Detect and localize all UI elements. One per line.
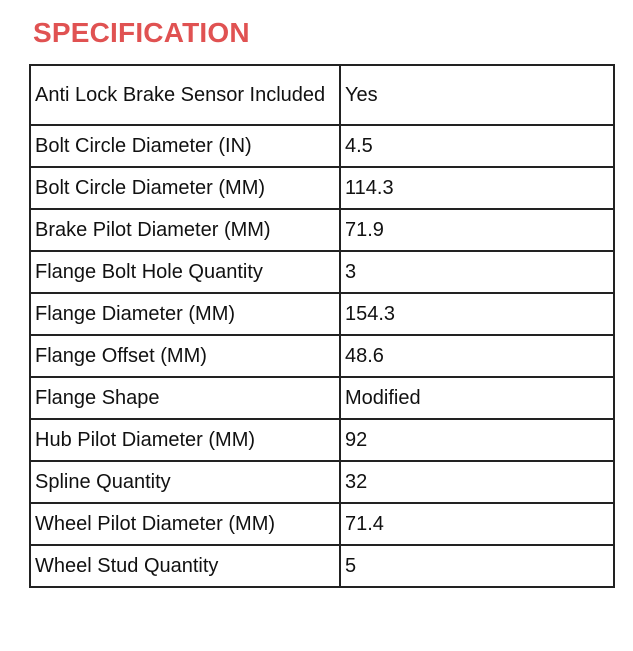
- spec-label: Wheel Pilot Diameter (MM): [30, 503, 340, 545]
- spec-label: Flange Shape: [30, 377, 340, 419]
- spec-value: 3: [340, 251, 614, 293]
- spec-label: Anti Lock Brake Sensor Included: [30, 65, 340, 125]
- spec-label: Hub Pilot Diameter (MM): [30, 419, 340, 461]
- table-row: [30, 503, 614, 545]
- table-row: [30, 293, 614, 335]
- table-row: [30, 377, 614, 419]
- spec-label: Flange Diameter (MM): [30, 293, 340, 335]
- spec-label: Spline Quantity: [30, 461, 340, 503]
- table-row: [30, 65, 614, 125]
- spec-value: 5: [340, 545, 614, 587]
- spec-value: 92: [340, 419, 614, 461]
- spec-label: Flange Offset (MM): [30, 335, 340, 377]
- table-row: [30, 461, 614, 503]
- spec-label: Wheel Stud Quantity: [30, 545, 340, 587]
- spec-value: 48.6: [340, 335, 614, 377]
- table-row: [30, 419, 614, 461]
- spec-value: 114.3: [340, 167, 614, 209]
- table-row: [30, 167, 614, 209]
- spec-value: Modified: [340, 377, 614, 419]
- table-row: [30, 335, 614, 377]
- specification-table: [29, 64, 615, 588]
- table-row: [30, 125, 614, 167]
- spec-value: 154.3: [340, 293, 614, 335]
- spec-label: Brake Pilot Diameter (MM): [30, 209, 340, 251]
- spec-label: Flange Bolt Hole Quantity: [30, 251, 340, 293]
- table-row: [30, 209, 614, 251]
- spec-value: Yes: [340, 65, 614, 125]
- specification-heading: SPECIFICATION: [33, 17, 250, 48]
- spec-value: 71.4: [340, 503, 614, 545]
- spec-value: 4.5: [340, 125, 614, 167]
- spec-label: Bolt Circle Diameter (IN): [30, 125, 340, 167]
- table-row: [30, 251, 614, 293]
- spec-value: 32: [340, 461, 614, 503]
- spec-value: 71.9: [340, 209, 614, 251]
- spec-label: Bolt Circle Diameter (MM): [30, 167, 340, 209]
- table-row: [30, 545, 614, 587]
